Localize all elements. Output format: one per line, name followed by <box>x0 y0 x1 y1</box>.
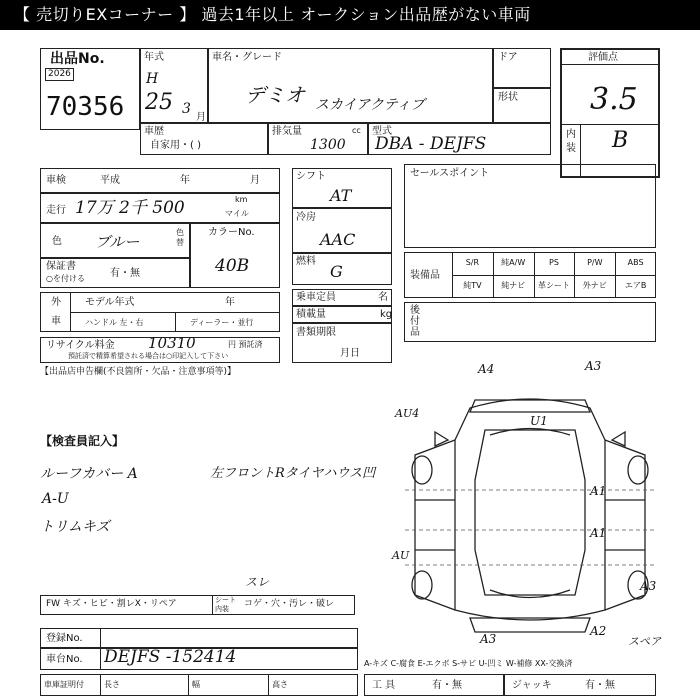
car-diagram <box>390 360 670 650</box>
model-value: DBA - DEJFS <box>375 134 487 154</box>
equipment-label: 装備品 <box>410 270 440 281</box>
mark-m4: U1 <box>530 414 548 428</box>
inspector-sure-note: スレ <box>245 575 270 589</box>
mark-m6: A1 <box>590 526 607 540</box>
car-grade: スカイアクティブ <box>315 97 425 113</box>
mileage-unit-mile: マイル <box>225 209 249 218</box>
inspector-title: 【検査員記入】 <box>40 434 125 448</box>
doc-label: 書類期限 <box>296 327 336 338</box>
foreign-label-2: 車 <box>51 316 61 327</box>
equipment-item: 純ナビ <box>501 281 526 290</box>
mark-m5: A1 <box>590 484 607 498</box>
auction-sheet <box>0 30 700 700</box>
year-era: H <box>146 71 159 87</box>
recycle-value: 10310 <box>148 334 196 352</box>
model-year-unit: 年 <box>225 297 235 308</box>
equipment-item: 外ナビ <box>582 281 607 290</box>
fw-label: FW キズ・ヒビ・割レX・リペア <box>46 599 177 609</box>
later-label: 後 付 品 <box>410 305 420 338</box>
color-label: 色 <box>52 236 62 247</box>
load-label: 積載量 <box>296 309 326 320</box>
reg-box <box>40 628 358 648</box>
ac-label: 冷房 <box>296 212 316 223</box>
damage-legend: A-キズ C-腐食 E-エクボ S-サビ U-凹ミ W-補修 XX-交換済 <box>364 659 573 668</box>
displacement-value: 1300 <box>310 137 346 153</box>
seat-options: コゲ・穴・汚レ・破レ <box>244 599 335 609</box>
lot-label: 出品No. <box>50 51 105 67</box>
inspector-note-1: ルーフカバー A <box>40 466 138 482</box>
inspection-label: 車検 <box>46 175 66 186</box>
shift-value: AT <box>330 186 352 205</box>
chassis-value: DEJFS -152414 <box>104 647 237 667</box>
banner: 【 売切りEXコーナー 】 過去1年以上 オークション出品歴がない車両 <box>0 0 700 30</box>
chassis-label: 車台No. <box>46 654 83 665</box>
year-month-unit: 月 <box>196 112 206 123</box>
fuel-value: G <box>330 262 343 281</box>
mileage-label: 走行 <box>46 205 66 216</box>
displacement-label: 排気量 <box>272 126 302 137</box>
warranty-options: 有・無 <box>110 268 140 279</box>
seat-label: シート 内装 <box>215 596 236 613</box>
name-label: 車名・グレード <box>212 52 282 63</box>
capacity-unit: 名 <box>378 292 388 303</box>
mark-m1: A4 <box>478 362 495 376</box>
equipment-item: PS <box>549 258 559 267</box>
tools-options: 有・無 <box>432 680 462 691</box>
jack-label: ジャッキ <box>512 680 552 691</box>
equipment-item: 純TV <box>463 281 482 290</box>
color-no-value: 40B <box>215 256 250 276</box>
mileage-unit-km: km <box>235 195 248 204</box>
spare-label: スペア <box>628 635 661 648</box>
recycle-note: 預託済で精算希望される場合は○印記入して下さい <box>68 352 229 360</box>
displacement-unit: cc <box>352 126 361 135</box>
equipment-item: エアB <box>624 281 647 290</box>
year-label: 年式 <box>144 52 164 63</box>
inspection-era: 平成 <box>100 175 120 186</box>
interior-value: B <box>612 128 629 153</box>
fuel-label: 燃料 <box>296 256 316 267</box>
recycle-unit: 円 預託済 <box>228 340 263 349</box>
door-label: ドア <box>498 52 518 63</box>
usage-label: 車歴 <box>144 126 164 137</box>
mark-m9: A3 <box>480 632 497 646</box>
load-unit: kg <box>380 309 393 320</box>
report-label: 【出品店申告欄(不良箇所・欠品・注意事項等)】 <box>40 367 237 377</box>
inspection-box <box>40 168 280 193</box>
dealer-label: ディーラー・並行 <box>190 318 254 327</box>
equipment-item: ABS <box>627 258 644 267</box>
mark-m3: AU4 <box>395 407 420 420</box>
score-value: 3.5 <box>590 82 638 117</box>
interior-label: 内 装 <box>566 129 576 154</box>
model-label: 型式 <box>372 126 392 137</box>
sales-point-label: セールスポイント <box>410 168 490 179</box>
year-value: 25 <box>145 90 173 115</box>
cert-label: 車庫証明付 <box>44 680 84 689</box>
shift-label: シフト <box>296 171 326 182</box>
mileage-value: 17万 2千 500 <box>75 198 185 218</box>
equipment-item: S/R <box>465 258 480 267</box>
equipment-item: 純A/W <box>501 258 526 267</box>
later-box <box>404 302 656 342</box>
inspector-note-3: トリムキズ <box>40 519 110 535</box>
year-month: 3 <box>182 101 191 117</box>
handle-label: ハンドル 左・右 <box>85 318 144 327</box>
mark-m2: A3 <box>585 359 602 373</box>
warranty-sub: ○を付ける <box>46 274 85 283</box>
equipment-item: 革シート <box>537 281 570 290</box>
reg-label: 登録No. <box>46 633 83 644</box>
ac-value: AAC <box>320 230 356 249</box>
warranty-label: 保証書 <box>46 261 76 272</box>
cert-width: 幅 <box>192 680 200 689</box>
tools-label: 工 具 <box>372 680 396 691</box>
color-value: ブルー <box>95 233 140 251</box>
usage-value: 自家用・( ) <box>150 140 201 151</box>
mark-m8: A3 <box>640 579 657 593</box>
model-year-label: モデル年式 <box>85 297 135 308</box>
lot-number: 70356 <box>46 92 125 122</box>
inspector-note-4: 左フロントRタイヤハウス凹 <box>210 466 376 481</box>
car-name: デミオ <box>245 83 305 107</box>
inspection-year: 年 <box>180 175 190 186</box>
mark-m7: AU <box>392 549 410 562</box>
equipment-item: P/W <box>587 258 603 267</box>
cert-height: 高さ <box>272 680 288 689</box>
color-no-label: カラーNo. <box>208 227 255 238</box>
recycle-label: リサイクル料金 <box>46 340 115 351</box>
jack-options: 有・無 <box>585 680 615 691</box>
doc-unit: 月日 <box>340 348 360 359</box>
foreign-label-1: 外 <box>51 297 61 308</box>
score-label: 評価点 <box>588 52 618 63</box>
shape-label: 形状 <box>498 92 518 103</box>
lot-year: 2026 <box>45 68 74 81</box>
color-change-label: 色替 <box>176 228 184 247</box>
inspector-note-2: A-U <box>42 491 69 507</box>
inspection-month: 月 <box>250 175 260 186</box>
mark-m10: A2 <box>590 624 607 638</box>
cert-long: 長さ <box>104 680 120 689</box>
capacity-label: 乗車定員 <box>296 292 336 303</box>
